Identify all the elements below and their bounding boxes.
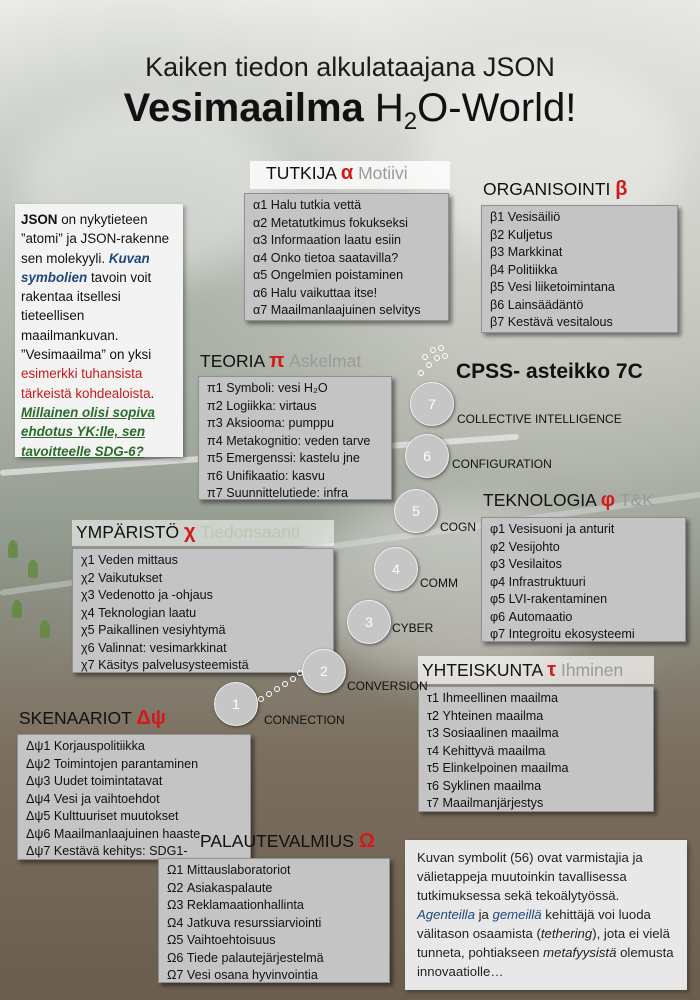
section-title: YMPÄRISTÖ [76, 522, 180, 542]
cpss-title: CPSS- asteikko 7C [456, 360, 643, 383]
list-item: χ5 Paikallinen vesiyhtymä [81, 623, 226, 637]
list-item: τ3 Sosiaalinen maailma [427, 726, 559, 740]
list-item: τ4 Kehittyvä maailma [427, 743, 546, 758]
section-symbol: α [340, 162, 354, 184]
list-item: α5 Ongelmien poistaminen [253, 268, 404, 282]
dot [274, 686, 280, 692]
list-item: Δψ4 Vesi ja vaihtoehdot [26, 791, 160, 806]
organisointi-header [483, 178, 627, 201]
cpss-label-5: COGN [440, 520, 476, 534]
list-item: π7 Suunnittelutiede: infra [207, 486, 349, 500]
list-item: χ1 Veden mittaus [81, 553, 178, 567]
crop-plant [40, 620, 50, 638]
list-item: π2 Logiikka: virtaus [207, 398, 317, 413]
teknologia-box [481, 517, 686, 642]
section-symbol: τ [547, 659, 557, 681]
section-subtitle: Motiivi [358, 163, 408, 183]
list-item: α4 Onko tietoa saatavilla? [253, 250, 399, 265]
list-item: χ2 Vaikutukset [81, 570, 163, 585]
list-item: Ω3 Reklamaationhallinta [167, 898, 304, 912]
title-rest: O-World! [417, 86, 577, 130]
section-title: TEORIA [200, 351, 265, 371]
section-symbol: β [615, 178, 628, 200]
list-item: Ω4 Jatkuva resurssiarviointi [167, 915, 322, 930]
section-symbol: π [269, 350, 285, 372]
tutkija-box [244, 193, 449, 321]
cpss-level-4: 4 [374, 547, 418, 591]
list-item: φ6 Automaatio [490, 609, 573, 624]
list-item: α7 Maailmanlaajuinen selvitys [253, 303, 421, 317]
list-item: τ2 Yhteinen maailma [427, 708, 544, 723]
title-h: H [374, 86, 404, 130]
dot [434, 355, 440, 361]
intro-highlight: Kuvan symbolien [21, 250, 150, 285]
list-item: φ3 Vesilaitos [490, 557, 562, 571]
section-subtitle: Ihminen [560, 660, 624, 680]
crop-plant [28, 560, 38, 578]
list-item: χ3 Vedenotto ja -ohjaus [81, 588, 213, 602]
section-title: SKENAARIOT [19, 708, 132, 728]
organisointi-box [481, 205, 678, 333]
intro-text: on nykytieteen ”atomi” ja JSON-rakenne sen molekyyli. [21, 212, 170, 266]
cpss-level-6: 6 [405, 434, 449, 478]
intro-question: Millainen olisi sopiva ehdotus YK:lle, sen tavoitteelle SDG-6? [21, 404, 155, 459]
cpss-level-7: 7 [410, 382, 454, 426]
dot [266, 691, 272, 697]
list-item: α6 Halu vaikuttaa itse! [253, 285, 378, 300]
palaute-header [200, 830, 375, 853]
list-item: χ4 Teknologian laatu [81, 605, 197, 620]
dot [282, 681, 288, 687]
list-item: τ5 Elinkelpoinen maailma [427, 761, 569, 775]
cpss-label-2: CONVERSION [347, 679, 428, 693]
note-italic: tethering [540, 926, 593, 941]
list-item: π6 Unifikaatio: kasvu [207, 468, 325, 483]
list-item: Ω5 Vaihtoehtoisuus [167, 933, 276, 947]
cpss-label-1: CONNECTION [264, 713, 345, 727]
intro-json: JSON [21, 212, 58, 227]
list-item: α3 Informaation laatu esiin [253, 233, 401, 247]
section-title: TUTKIJA [266, 163, 337, 183]
intro-example: esimerkki tuhansista tärkeistä kohdealoista [21, 366, 151, 401]
section-symbol: φ [600, 489, 615, 511]
teoria-box [198, 376, 392, 500]
list-item: χ6 Valinnat: vesimarkkinat [81, 640, 227, 655]
section-symbol: χ [183, 521, 196, 543]
dot [418, 370, 424, 376]
section-subtitle: T&K [619, 490, 654, 510]
cpss-label-7: COLLECTIVE INTELLIGENCE [457, 412, 622, 426]
list-item: Δψ1 Korjauspolitiikka [26, 739, 145, 753]
teknologia-header [483, 489, 654, 512]
list-item: β3 Markkinat [490, 245, 563, 259]
dot [422, 354, 428, 360]
list-item: τ7 Maailmanjärjestys [427, 796, 544, 810]
teoria-header [200, 350, 361, 373]
cpss-label-4: COMM [420, 576, 458, 590]
note-highlight: Agenteilla [417, 907, 475, 922]
dot [430, 347, 436, 353]
poster-subtitle: Kaiken tiedon alkulataajana JSON [145, 52, 555, 82]
cpss-level-1: 1 [214, 682, 258, 726]
list-item: Δψ5 Kulttuuriset muutokset [26, 809, 179, 823]
yhteiskunta-box [418, 686, 654, 812]
list-item: τ1 Ihmeellinen maailma [427, 691, 558, 705]
list-item: Δψ3 Uudet toimintatavat [26, 774, 163, 788]
list-item: Δψ6 Maailmanlaajuinen haaste [26, 826, 201, 841]
tutkija-header [266, 162, 408, 185]
list-item: φ4 Infrastruktuuri [490, 574, 586, 589]
section-symbol: Δψ [136, 707, 166, 729]
crop-plant [12, 600, 22, 618]
list-item: τ6 Syklinen maailma [427, 778, 542, 793]
list-item: π4 Metakognitio: veden tarve [207, 433, 371, 448]
skenaariot-header [19, 707, 166, 730]
list-item: Ω7 Vesi osana hyvinvointia [167, 968, 318, 982]
intro-text: . [150, 385, 155, 401]
cpss-level-2: 2 [302, 649, 346, 693]
section-title: ORGANISOINTI [483, 179, 611, 199]
ymparisto-header [76, 521, 300, 544]
list-item: π3 Aksiooma: pumppu [207, 416, 334, 430]
note-text: olemusta innovaatiolle… [417, 945, 674, 979]
list-item: φ1 Vesisuoni ja anturit [490, 522, 615, 536]
cpss-label-3: CYBER [392, 621, 434, 635]
section-subtitle: Tiedonsaanti [200, 522, 300, 542]
list-item: β6 Lainsäädäntö [490, 297, 584, 312]
palaute-box [158, 858, 390, 983]
list-item: β2 Kuljetus [490, 227, 553, 242]
cpss-level-3: 3 [347, 600, 391, 644]
list-item: Ω6 Tiede palautejärjestelmä [167, 950, 324, 965]
section-title: PALAUTEVALMIUS [200, 831, 354, 851]
note-box [405, 840, 687, 990]
dot [290, 676, 296, 682]
crop-plant [8, 540, 18, 558]
cpss-label-6: CONFIGURATION [452, 457, 552, 471]
section-title: YHTEISKUNTA [422, 660, 543, 680]
list-item: β5 Vesi liiketoimintana [490, 280, 615, 294]
intro-box [15, 204, 183, 457]
list-item: π5 Emergenssi: kastelu jne [207, 451, 360, 465]
title-sub: 2 [403, 108, 418, 135]
list-item: α2 Metatutkimus fokukseksi [253, 215, 408, 230]
poster-title [0, 86, 700, 136]
dot [258, 696, 264, 702]
dot [442, 353, 448, 359]
cpss-level-5: 5 [394, 489, 438, 533]
list-item: Δψ7 Kestävä kehitys: SDG1- [26, 844, 188, 858]
list-item: α1 Halu tutkia vettä [253, 198, 362, 212]
intro-text: tavoin voit rakentaa itsellesi tieteellisen maailmankuvan. ”Vesimaailma” on yksi [21, 269, 152, 363]
list-item: φ5 LVI-rakentaminen [490, 592, 608, 606]
dot [426, 362, 432, 368]
ymparisto-box [72, 548, 334, 673]
dot [438, 345, 444, 351]
list-item: χ7 Käsitys palvelusysteemistä [81, 658, 249, 672]
list-item: β1 Vesisäiliö [490, 210, 561, 224]
note-text: ja [474, 907, 493, 922]
list-item: β7 Kestävä vesitalous [490, 315, 613, 329]
section-title: TEKNOLOGIA [483, 490, 596, 510]
note-text: ), jota ei vielä tunneta, pohtiakseen [417, 926, 670, 960]
dot [297, 670, 303, 676]
list-item: π1 Symboli: vesi H₂O [207, 381, 328, 395]
list-item: Δψ2 Toimintojen parantaminen [26, 756, 199, 771]
list-item: φ7 Integroitu ekosysteemi [490, 627, 635, 641]
section-symbol: Ω [358, 830, 375, 852]
list-item: Ω2 Asiakaspalaute [167, 880, 273, 895]
note-text: kehittäjä voi luoda välitason osaamista ( [417, 907, 651, 941]
note-text: Kuvan symbolit (56) ovat varmistajia ja välietappeja muutoinkin tavallisessa tutkimuksessa sekä tekoälytyössä. [417, 850, 643, 903]
list-item: Ω1 Mittauslaboratoriot [167, 863, 291, 877]
list-item: φ2 Vesijohto [490, 539, 560, 554]
list-item: β4 Politiikka [490, 262, 558, 277]
title-bold: Vesimaailma [123, 86, 364, 130]
note-italic: metafyysistä [543, 945, 617, 960]
yhteiskunta-header [422, 659, 623, 682]
section-subtitle: Askelmat [289, 351, 362, 371]
note-highlight: gemeillä [492, 907, 542, 922]
